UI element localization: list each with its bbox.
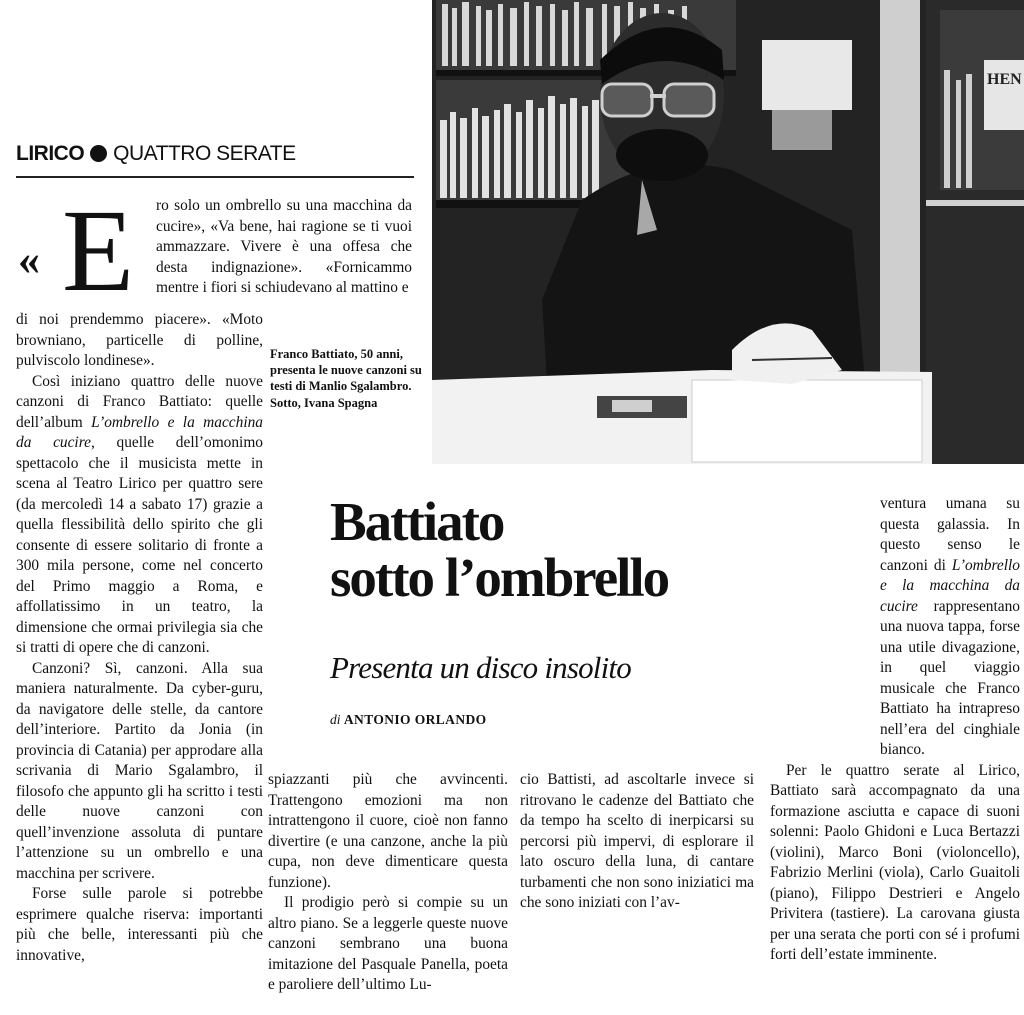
- headline-line-2: sotto l’ombrello: [330, 547, 669, 608]
- article-column-4: [770, 494, 1020, 966]
- album-title: L’ombrello e la macchina da cucire: [880, 556, 1020, 615]
- paragraph: Canzoni? Sì, canzoni. Alla sua maniera naturalmente. Da cyber-guru, da navigatore delle stelle, da cantore dell’interiore. Partito da Jonia (in provincia di Catania) per approdare alla scrivania di Mario Sgalambro, il filosofo che appunto gli ha scritto i testi delle nuove canzoni con quell’invenzione assoluta di puntare l’attenzione su un ombrello e una macchina per scrivere.: [16, 659, 263, 882]
- byline-author: ANTONIO ORLANDO: [343, 712, 487, 727]
- paragraph: spiazzanti più che avvincenti. Trattengono emozioni ma non intrattengono il cuore, cioè non fanno divertire (e una canzone, anche la più cupa, non deve dimenticare questa funzione).: [268, 771, 508, 891]
- paragraph: Il prodigio però si compie su un altro piano. Se a leggerle queste nuove canzoni sembrano una buona imitazione del Pasquale Panella, poeta e paroliere dell’ultimo Lu-: [268, 894, 508, 993]
- photo-caption: Franco Battiato, 50 anni, presenta le nuove canzoni su testi di Manlio Sgalambro. Sotto, Ivana Spagna: [270, 347, 422, 410]
- lead-text: ro solo un ombrello su una macchina da cucire», «Va bene, hai ragione se ti vuoi ammazzare. Vivere è una offesa che desta indignazione». «Fornicammo mentre i fiori si schiudevano al mattino e: [156, 197, 412, 296]
- subheadline: Presenta un disco insolito: [330, 650, 631, 685]
- album-title: L’ombrello e la macchina da cucire: [16, 413, 264, 451]
- drop-cap: E: [62, 185, 135, 316]
- paragraph: ventura umana su questa galassia. In questo senso le canzoni di L’ombrello e la macchina da cucire rappresentano una nuova tappa, forse una utile divagazione, in quel viaggio musicale che Franco Battiato ha intrapreso nell’era del cinghiale bianco.: [880, 495, 1020, 758]
- paragraph: Forse sulle parole si potrebbe esprimere qualche riserva: importanti più che belle, interessanti più che innovative,: [16, 885, 263, 964]
- photo-image: [432, 0, 1024, 464]
- section-header: [16, 142, 416, 176]
- opening-quote: «: [18, 235, 40, 284]
- paragraph: cio Battisti, ad ascoltarle invece si ritrovano le cadenze del Battiato che da tempo ha scelto di inerpicarsi su percorsi più impervi, di esplorare il lato oscuro della luna, di cantare turbamenti che non sono iniziatici ma che sono iniziati con l’av-: [520, 771, 754, 911]
- article-column-2: [268, 770, 508, 996]
- column-4-top: [770, 494, 1020, 761]
- section-rule: [16, 176, 414, 178]
- section-sublabel: QUATTRO SERATE: [113, 142, 296, 165]
- article-photo: [432, 0, 1024, 464]
- photo-sign-text: HEN: [987, 71, 1022, 88]
- article-column-3: [520, 770, 754, 914]
- section-label: LIRICO: [16, 142, 85, 165]
- bullet-dot-icon: [90, 145, 107, 162]
- headline-line-1: Battiato: [330, 491, 504, 552]
- lead-continuation: di noi prendemmo piacere». «Moto browniano, particelle di polline, pulviscolo londinese».: [16, 311, 263, 369]
- byline-prefix: di: [330, 712, 341, 727]
- paragraph: Per le quattro serate al Lirico, Battiato sarà accompagnato da una formazione asciutta e capace di suoni solenni: Paolo Ghidoni e Luca Bertazzi (violini), Marco Boni (violoncello), Fabrizio Merlini (viola), Carlo Guaitoli (piano), Filippo Destrieri e Angelo Privitera (tastiere). La carovana giusta per una serata che porti con sé i profumi forti dell’estate imminente.: [770, 761, 1020, 963]
- article-column-1: [16, 310, 263, 966]
- paragraph: Così iniziano quattro delle nuove canzoni di Franco Battiato: quelle dell’album L’ombrello e la macchina da cucire, quelle dell’omonimo spettacolo che il musicista mette in scena al Teatro Lirico per quattro sere (da mercoledì 14 a sabato 17) grazie a quella flessibilità dello spirito che gli consente di essere solitario di fronte a 300 mila persone, come nel concerto del Primo maggio a Roma, e affollatissimo in un teatro, la dimensione che ormai privilegia sia che si tratti di opere che di canzoni.: [16, 372, 264, 656]
- byline: [330, 712, 487, 728]
